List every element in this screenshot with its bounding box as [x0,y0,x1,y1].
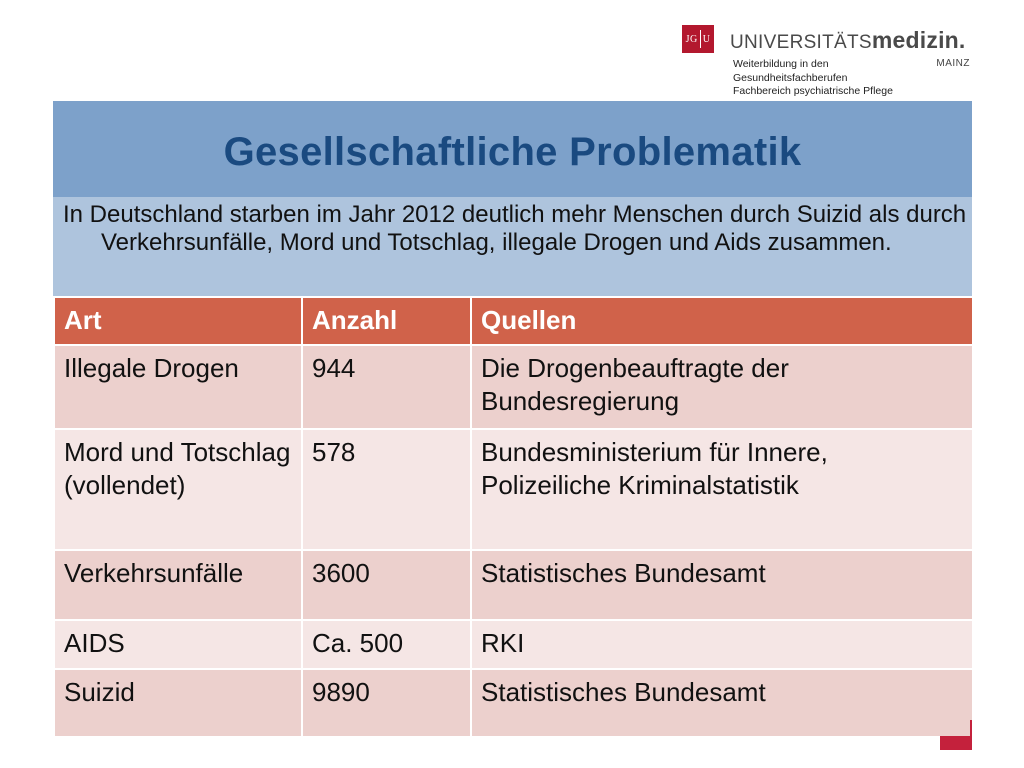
table-row [54,669,973,737]
cell-art: Mord und Totschlag (vollendet) [54,429,302,550]
university-logo [682,24,982,100]
table-row [54,345,973,429]
cell-quelle: Statistisches Bundesamt [471,669,973,737]
cell-art: Suizid [54,669,302,737]
logo-mark-divider [700,30,701,48]
cell-anzahl: Ca. 500 [302,620,471,669]
intro-band [53,197,972,296]
logo-subtitle-line: Weiterbildung in den [733,58,829,70]
table-row [54,550,973,620]
statistics-table [53,296,974,738]
logo-mark-right: U [702,33,711,45]
cell-quelle: Bundesministerium für Innere, Polizeiliche Kriminalstatistik [471,429,973,550]
table-header-row [54,297,973,345]
cell-anzahl: 944 [302,345,471,429]
cell-art: AIDS [54,620,302,669]
slide-title: Gesellschaftliche Problematik [223,129,802,174]
cell-quelle: RKI [471,620,973,669]
logo-mark-left: JG [685,33,698,45]
cell-anzahl: 3600 [302,550,471,620]
header-anzahl: Anzahl [302,297,471,345]
logo-word-light: UNIVERSITÄTS [730,32,872,53]
table-row [54,429,973,550]
cell-anzahl: 578 [302,429,471,550]
logo-wordmark [730,27,966,56]
logo-subtitle-line: Fachbereich psychiatrische Pflege [733,85,893,97]
cell-quelle: Die Drogenbeauftragte der Bundesregierung [471,345,973,429]
logo-word-bold: medizin. [871,27,966,53]
logo-subtitle [733,58,893,99]
logo-city: MAINZ [936,58,970,69]
jgu-logo-mark [682,25,714,53]
table-row [54,620,973,669]
cell-art: Illegale Drogen [54,345,302,429]
header-quellen: Quellen [471,297,973,345]
cell-anzahl: 9890 [302,669,471,737]
title-band [53,101,972,197]
intro-text: In Deutschland starben im Jahr 2012 deutlich mehr Menschen durch Suizid als durch Verkehrsunfälle, Mord und Totschlag, illegale Drogen und Aids zusammen. [63,201,967,256]
cell-quelle: Statistisches Bundesamt [471,550,973,620]
logo-subtitle-line: Gesundheitsfachberufen [733,71,848,84]
footer-accent-square [940,736,972,750]
header-art: Art [54,297,302,345]
cell-art: Verkehrsunfälle [54,550,302,620]
